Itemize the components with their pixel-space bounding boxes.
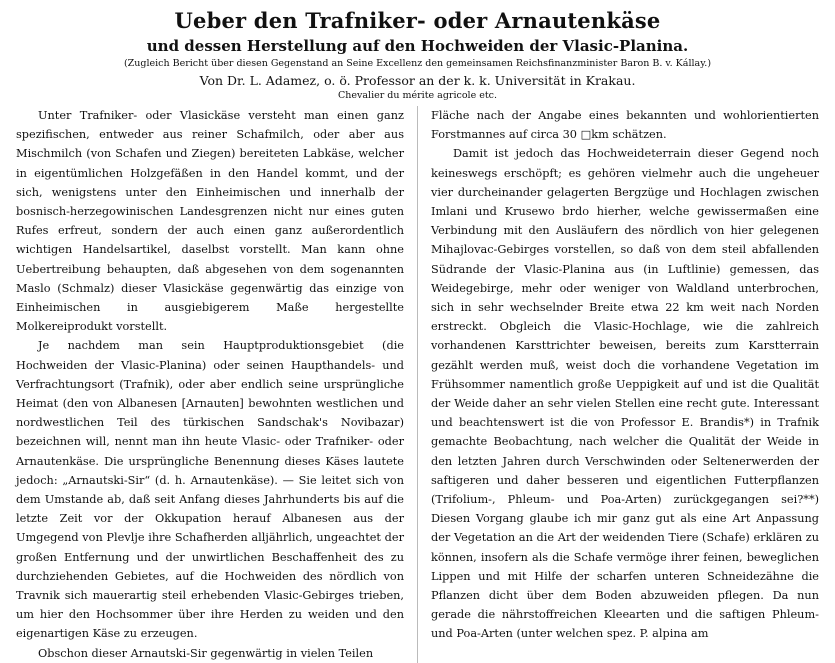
article-subtitle: und dessen Herstellung auf den Hochweiden der Vlasic-Planina. (146, 37, 689, 55)
right-column (431, 106, 819, 644)
author-affiliation: Chevalier du mérite agricole etc. (337, 90, 497, 101)
left-column (16, 106, 404, 663)
left-paragraph-3: Obschon dieser Arnautski-Sir gegenwärtig in vielen Teilen (38, 646, 374, 660)
column-divider (417, 106, 418, 663)
article-author: Von Dr. L. Adamez, o. ö. Professor an der k. k. Universität in Krakau. (199, 73, 636, 88)
body-columns (16, 106, 819, 663)
right-paragraph-0: Fläche nach der Angabe eines bekannten und wohlorientierten Forstmannes auf circa 30 □km schätzen. (431, 109, 819, 142)
left-paragraph-2: Je nachdem man sein Hauptproduktionsgebiet (die Hochweiden der Vlasic-Planina) oder seinen Haupthandels- und Verfrachtungsort (Trafnik), oder aber endlich seine ursprüngliche Heimat (den von Albanesen [Arnauten] bewohnten westlichen und nordwestlichen Teil des türkischen Sandschak's Novibazar) bezeichnen will, nennt man ihn heute Vlasic- oder Trafniker- oder Arnautenkäse. Die ursprüngliche Benennung dieses Käses lautete jedoch: „Arnautski-Sir“ (d. h. Arnautenkäse). — Sie leitet sich von dem Umstande ab, daß seit Anfang dieses Jahrhunderts bis auf die letzte Zeit vor der Okkupation herauf Albanesen aus der Umgegend von Plevlje ihre Schafherden alljährlich, ungeachtet der großen Entfernung und der unwirtlichen Beschaffenheit des zu durchziehenden Gebietes, auf die Hochweiden des nördlich von Travnik sich mauerartig steil erhebenden Vlasic-Gebirges trieben, um hier den Hochsommer über ihre Herden zu weiden und den eigenartigen Käse zu erzeugen. (16, 339, 404, 641)
article-title: Ueber den Trafniker- oder Arnautenkäse (174, 8, 661, 33)
left-paragraph-1: Unter Trafniker- oder Vlasickäse versteht man einen ganz spezifischen, entweder aus reiner Schafmilch, oder aber aus Mischmilch (von Schafen und Ziegen) bereiteten Labkäse, welcher in eigentümlichen Holzgefäßen in den Handel kommt, und der sich, wenigstens unter den Einheimischen und innerhalb der bosnisch-herzegowinischen Landesgrenzen nicht nur eines guten Rufes erfreut, sondern der auch einen ganz außerordentlich wichtigen Handelsartikel, daselbst vorstellt. Man kann ohne Uebertreibung behaupten, daß abgesehen von dem sogenannten Maslo (Schmalz) dieser Vlasickäse gegenwärtig das einzige von Einheimischen in ausgiebigerem Maße hergestellte Molkereiprodukt vorstellt. (16, 109, 404, 334)
article-note: (Zugleich Bericht über diesen Gegenstand an Seine Excellenz den gemeinsamen Reichsfinanzminister Baron B. v. Kállay.) (123, 58, 712, 69)
right-paragraph-1: Damit ist jedoch das Hochweideterrain dieser Gegend noch keineswegs erschöpft; es gehören vielmehr auch die ungeheuer vier durcheinander gelagerten Bergzüge und Hochlagen zwischen Imlani und Krusewo brdo hierher, welche gewissermaßen eine Verbindung mit den Ausläufern des nördlich von hier gelegenen Mihajlovac-Gebirges vorstellen, so daß von dem steil abfallenden Südrande der Vlasic-Planina aus (in Luftlinie) gemessen, das Weidegebirge, mehr oder weniger von Waldland unterbrochen, sich in sehr wechselnder Breite etwa 22 km weit nach Norden erstreckt. Obgleich die Vlasic-Hochlage, wie die zahlreich vorhandenen Karsttrichter beweisen, bereits zum Karstterrain gezählt werden muß, weist doch die vorhandene Vegetation im Frühsommer namentlich große Ueppigkeit auf und ist die Qualität der Weide daher an sehr vielen Stellen eine recht gute. Interessant und beachtenswert ist die von Professor E. Brandis*) in Trafnik gemachte Beobachtung, nach welcher die Qualität der Weide in den letzten Jahren durch Verschwinden oder Seltenerwerden der saftigeren und daher besseren und eigentlichen Futterpflanzen (Trifolium-, Phleum- und Poa-Arten) zurückgegangen sei?**) Diesen Vorgang glaube ich mir ganz gut als eine Art Anpassung der Vegetation an die Art der weidenden Tiere (Schafe) erklären zu können, insofern als die Schafe vermöge ihrer feinen, beweglichen Lippen und mit Hilfe der scharfen unteren Schneidezähne die Pflanzen dicht über dem Boden abzuweiden pflegen. Da nun gerade die nährstoffreichen Kleearten und die saftigen Phleum- und Poa-Arten (unter welchen spez. P. alpina am (431, 147, 819, 641)
